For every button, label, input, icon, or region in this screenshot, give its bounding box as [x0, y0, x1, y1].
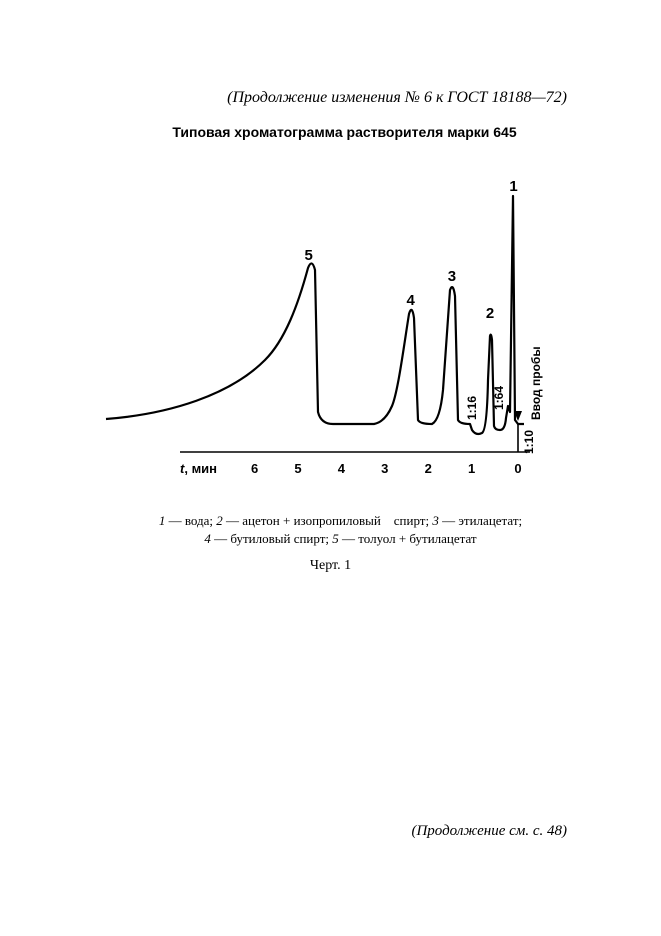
- x-axis-label: t, мин: [180, 461, 218, 476]
- legend-num: 3: [432, 513, 439, 528]
- legend-line-1: [20, 512, 661, 530]
- attenuation-1-10: 1:10: [522, 429, 536, 454]
- chart-title: Типовая хроматограмма растворителя марки 645: [172, 124, 517, 140]
- x-axis-ticks: [251, 461, 522, 476]
- x-tick-label: 0: [514, 461, 522, 476]
- legend-text: — этилацетат;: [438, 513, 523, 528]
- peak-label-1: 1: [509, 178, 518, 195]
- peak-label-3: 3: [447, 268, 457, 285]
- attenuation-1-16: 1:16: [465, 395, 479, 420]
- legend: [0, 512, 661, 548]
- legend-text: — вода;: [165, 513, 214, 528]
- peak-label-5: 5: [304, 247, 313, 264]
- legend-line-2: [20, 530, 661, 548]
- legend-text: — бутиловый спирт;: [210, 531, 330, 546]
- figure-caption: Черт. 1: [309, 558, 352, 573]
- attenuation-1-64: 1:64: [492, 385, 506, 410]
- legend-num: 5: [332, 531, 339, 546]
- x-tick-label: 6: [250, 461, 259, 476]
- x-tick-label: 2: [424, 461, 432, 476]
- peak-labels: [305, 178, 518, 322]
- page-header: (Продолжение изменения № 6 к ГОСТ 18188—72): [227, 89, 567, 106]
- chromatogram-trace: [106, 196, 524, 434]
- x-tick-label: 5: [294, 461, 302, 476]
- x-tick-label: 4: [337, 461, 346, 476]
- peak-label-2: 2: [485, 305, 495, 322]
- legend-text: — толуол + бутилацетат: [338, 531, 477, 546]
- x-tick-label: 3: [381, 461, 389, 476]
- page-footer: (Продолжение см. с. 48): [411, 823, 567, 839]
- x-tick-label: 1: [467, 461, 476, 476]
- injection-label: Ввод пробы: [529, 346, 543, 420]
- peak-label-4: 4: [406, 292, 415, 309]
- legend-text: — ацетон + изопропиловый спирт;: [222, 513, 430, 528]
- legend-num: 1: [158, 513, 166, 528]
- legend-num: 2: [216, 513, 223, 528]
- legend-num: 4: [204, 531, 211, 546]
